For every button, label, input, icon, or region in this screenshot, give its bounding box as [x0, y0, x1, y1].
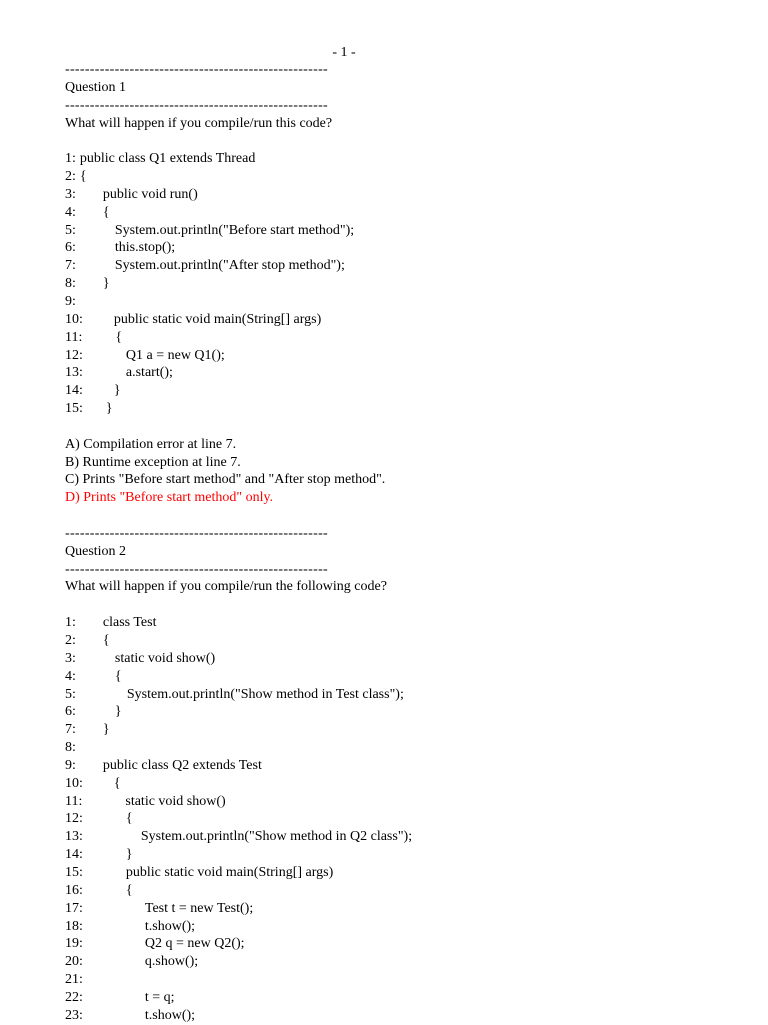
question-2-title: Question 2 — [65, 543, 127, 559]
code-line — [65, 882, 745, 900]
code-text: } — [113, 383, 121, 399]
answer-option: B) Runtime exception at line 7. — [65, 454, 241, 470]
code-line — [65, 971, 745, 989]
line-number: 23: — [65, 1007, 83, 1023]
code-text: System.out.println("Show method in Q2 class"); — [140, 829, 413, 845]
code-line — [65, 347, 745, 365]
line-number: 10: — [65, 775, 83, 791]
code-text: } — [125, 847, 133, 863]
code-text: { — [79, 169, 87, 185]
line-number: 16: — [65, 882, 83, 898]
line-number: 10: — [65, 311, 83, 327]
code-text: } — [114, 704, 122, 720]
code-text: System.out.println("After stop method"); — [114, 258, 345, 274]
blank-line — [65, 507, 745, 525]
answer-option: C) Prints "Before start method" and "After stop method". — [65, 472, 386, 488]
code-text: class Test — [102, 615, 157, 631]
line-number: 12: — [65, 347, 83, 363]
line-number: 14: — [65, 383, 83, 399]
answer-option: A) Compilation error at line 7. — [65, 436, 237, 452]
code-line — [65, 686, 745, 704]
code-text: t.show(); — [144, 1007, 196, 1023]
line-number: 6: — [65, 704, 76, 720]
question-2-code-block — [65, 614, 745, 1024]
separator-line: ----------------------------------------------------- — [65, 97, 328, 113]
code-line — [65, 864, 745, 882]
code-line — [65, 721, 745, 739]
line-number: 9: — [65, 757, 76, 773]
code-line — [65, 828, 745, 846]
code-line — [65, 703, 745, 721]
page-number: - 1 - — [332, 45, 356, 60]
line-number: 13: — [65, 829, 83, 845]
code-line — [65, 168, 745, 186]
line-number: 5: — [65, 686, 76, 702]
code-text: } — [105, 401, 113, 417]
line-number: 3: — [65, 650, 76, 666]
line-number: 20: — [65, 954, 83, 970]
code-line — [65, 614, 745, 632]
code-line — [65, 150, 745, 168]
line-number: 17: — [65, 900, 83, 916]
code-text: { — [125, 811, 133, 827]
line-number: 7: — [65, 258, 76, 274]
code-line — [65, 293, 745, 311]
code-line — [65, 364, 745, 382]
code-line — [65, 186, 745, 204]
line-number: 8: — [65, 740, 76, 756]
line-number: 9: — [65, 293, 76, 309]
line-number: 6: — [65, 240, 76, 256]
line-number: 18: — [65, 918, 83, 934]
code-line — [65, 650, 745, 668]
code-text: q.show(); — [144, 954, 199, 970]
code-text: Test t = new Test(); — [144, 900, 254, 916]
line-number: 11: — [65, 793, 83, 809]
code-line — [65, 900, 745, 918]
code-text: t.show(); — [144, 918, 196, 934]
line-number: 2: — [65, 633, 76, 648]
line-number: 21: — [65, 972, 83, 988]
code-line — [65, 810, 745, 828]
code-text: { — [113, 775, 121, 791]
code-text: public class Q1 extends Thread — [79, 151, 256, 167]
separator-line: ----------------------------------------------------- — [65, 525, 328, 541]
code-line — [65, 311, 745, 329]
line-number: 4: — [65, 668, 76, 684]
blank-line — [65, 596, 745, 614]
code-line — [65, 918, 745, 936]
code-text: a.start(); — [125, 365, 173, 381]
code-line — [65, 329, 745, 347]
blank-line — [65, 418, 745, 436]
line-number: 14: — [65, 847, 83, 863]
code-text: System.out.println("Before start method"); — [114, 222, 355, 238]
code-text: static void show() — [114, 650, 216, 666]
code-text: { — [102, 633, 110, 648]
code-text: Q1 a = new Q1(); — [125, 347, 225, 363]
question-1-code-block — [65, 150, 745, 418]
code-line — [65, 668, 745, 686]
code-line — [65, 1007, 745, 1025]
question-1-options — [65, 436, 745, 507]
separator-line: ----------------------------------------------------- — [65, 561, 328, 577]
code-line — [65, 953, 745, 971]
code-line — [65, 222, 745, 240]
line-number: 1: — [65, 615, 76, 631]
code-text: t = q; — [144, 989, 175, 1005]
code-line — [65, 989, 745, 1007]
code-text: { — [115, 329, 123, 345]
code-text: public class Q2 extends Test — [102, 757, 262, 773]
code-text: { — [102, 204, 110, 220]
code-line — [65, 739, 745, 757]
separator-line: ----------------------------------------------------- — [65, 62, 328, 77]
line-number: 3: — [65, 186, 76, 202]
code-text: public void run() — [102, 186, 198, 202]
code-line — [65, 793, 745, 811]
line-number: 15: — [65, 401, 83, 417]
line-number: 1: — [65, 151, 76, 167]
code-text: System.out.println("Show method in Test class"); — [126, 686, 404, 702]
code-text: public static void main(String[] args) — [113, 311, 322, 327]
line-number: 19: — [65, 936, 83, 952]
code-line — [65, 775, 745, 793]
code-line — [65, 846, 745, 864]
line-number: 5: — [65, 222, 76, 238]
code-line — [65, 204, 745, 222]
line-number: 7: — [65, 722, 76, 738]
line-number: 11: — [65, 329, 83, 345]
code-line — [65, 382, 745, 400]
question-1-prompt: What will happen if you compile/run this code? — [65, 115, 333, 131]
code-text: { — [114, 668, 122, 684]
code-line — [65, 239, 745, 257]
code-text: } — [102, 722, 110, 738]
document-body — [65, 61, 745, 1025]
code-text: { — [125, 882, 133, 898]
line-number: 12: — [65, 811, 83, 827]
line-number: 4: — [65, 204, 76, 220]
code-text: } — [102, 276, 110, 292]
line-number: 13: — [65, 365, 83, 381]
code-line — [65, 400, 745, 418]
code-line — [65, 275, 745, 293]
question-1-title: Question 1 — [65, 79, 127, 95]
blank-line — [65, 132, 745, 150]
question-2-prompt: What will happen if you compile/run the following code? — [65, 579, 387, 595]
code-line — [65, 632, 745, 650]
code-text: public static void main(String[] args) — [125, 864, 334, 880]
line-number: 22: — [65, 989, 83, 1005]
line-number: 8: — [65, 276, 76, 292]
line-number: 15: — [65, 864, 83, 880]
code-text: static void show() — [125, 793, 226, 809]
line-number: 2: — [65, 169, 76, 185]
code-line — [65, 757, 745, 775]
code-text: this.stop(); — [114, 240, 176, 256]
answer-option-correct: D) Prints "Before start method" only. — [65, 490, 274, 506]
code-line — [65, 935, 745, 953]
code-text: Q2 q = new Q2(); — [144, 936, 245, 952]
code-line — [65, 257, 745, 275]
